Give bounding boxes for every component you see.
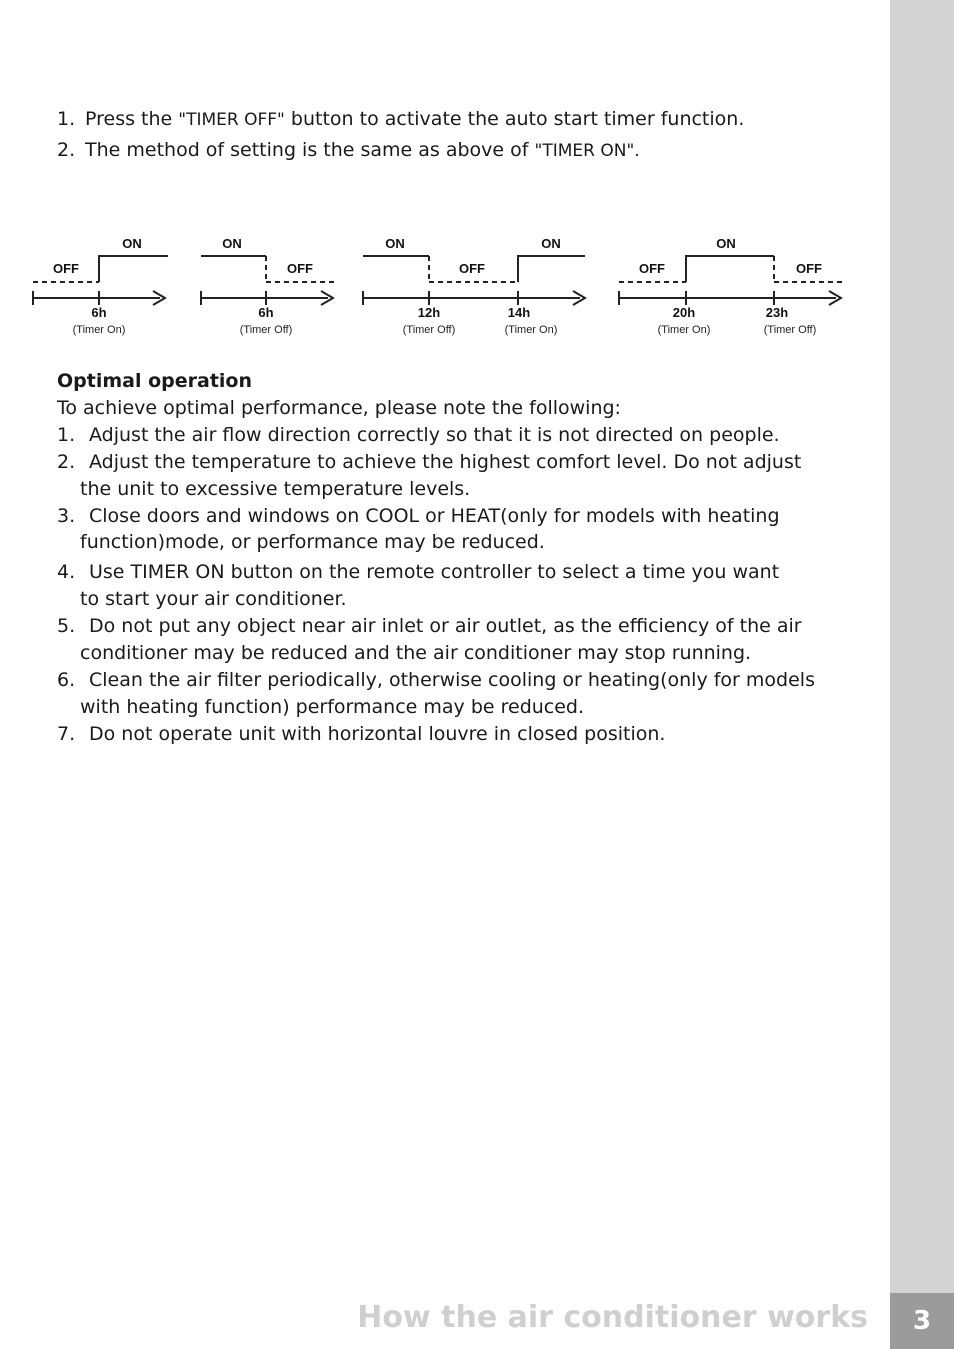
item-text: Adjust the air flow direction correctly so that it is not directed on people. bbox=[89, 424, 780, 446]
on-label: ON bbox=[541, 236, 561, 251]
item-text: Adjust the temperature to achieve the highest comfort level. Do not adjust bbox=[89, 451, 802, 473]
time-label: 12h bbox=[417, 305, 441, 320]
item-text: Use TIMER ON button on the remote controller to select a time you want bbox=[89, 561, 780, 583]
instruction-line-2 bbox=[57, 135, 857, 166]
timer-off-instructions bbox=[57, 104, 857, 166]
time-label: 20h bbox=[672, 305, 696, 320]
item-text: Do not put any object near air inlet or air outlet, as the efficiency of the air bbox=[89, 615, 802, 637]
item-text-continued: function)mode, or performance may be reduced. bbox=[80, 531, 545, 553]
section-intro: To achieve optimal performance, please note the following: bbox=[57, 397, 621, 419]
time-label: 23h bbox=[765, 305, 789, 320]
on-level-line bbox=[518, 256, 585, 282]
list-item bbox=[57, 721, 857, 748]
on-level-line bbox=[99, 256, 168, 282]
instruction-text: Press the bbox=[85, 108, 179, 130]
item-number: 5. bbox=[57, 615, 76, 637]
timer-note: (Timer Off) bbox=[239, 324, 293, 336]
item-number: 6. bbox=[57, 669, 76, 691]
item-number: 4. bbox=[57, 561, 76, 583]
on-level-line bbox=[686, 256, 774, 282]
list-item bbox=[57, 667, 857, 721]
off-label: OFF bbox=[639, 261, 665, 276]
item-text: Clean the air filter periodically, otherwise cooling or heating(only for models bbox=[89, 669, 815, 691]
timer-note: (Timer Off) bbox=[763, 324, 817, 336]
item-text: Close doors and windows on COOL or HEAT(only for models with heating bbox=[89, 505, 780, 527]
time-label: 6h bbox=[91, 305, 107, 320]
instruction-text: button to activate the auto start timer function. bbox=[284, 108, 745, 130]
list-item bbox=[57, 503, 857, 555]
timer-panel-2 bbox=[201, 256, 334, 305]
page-footer-title: How the air conditioner works bbox=[357, 1300, 868, 1335]
on-label: ON bbox=[716, 236, 736, 251]
button-name: "TIMER OFF" bbox=[178, 110, 285, 130]
on-label: ON bbox=[222, 236, 242, 251]
item-text-continued: to start your air conditioner. bbox=[80, 588, 347, 610]
side-tab-bar bbox=[890, 0, 954, 1349]
button-name: "TIMER ON". bbox=[534, 141, 640, 161]
item-text: Do not operate unit with horizontal louvre in closed position. bbox=[89, 723, 666, 745]
instruction-line-1 bbox=[57, 104, 857, 135]
item-number: 2. bbox=[57, 451, 76, 473]
item-text-continued: conditioner may be reduced and the air conditioner may stop running. bbox=[80, 642, 752, 664]
on-label: ON bbox=[385, 236, 405, 251]
item-number: 1. bbox=[57, 424, 76, 446]
list-item bbox=[57, 422, 857, 449]
off-label: OFF bbox=[53, 261, 79, 276]
list-item bbox=[57, 559, 857, 613]
timer-note: (Timer On) bbox=[504, 324, 558, 336]
timer-note: (Timer On) bbox=[72, 324, 126, 336]
item-number: 7. bbox=[57, 723, 76, 745]
timer-diagram-svg bbox=[0, 228, 880, 348]
instruction-text: The method of setting is the same as above of bbox=[85, 139, 535, 161]
instruction-number: 1. bbox=[57, 108, 76, 130]
timer-note: (Timer Off) bbox=[402, 324, 456, 336]
item-number: 3. bbox=[57, 505, 76, 527]
list-item bbox=[57, 613, 857, 667]
section-heading: Optimal operation bbox=[57, 370, 253, 392]
off-label: OFF bbox=[459, 261, 485, 276]
on-label: ON bbox=[122, 236, 142, 251]
list-item bbox=[57, 449, 857, 503]
item-text-continued: the unit to excessive temperature levels. bbox=[80, 478, 471, 500]
optimal-operation-section bbox=[57, 368, 857, 748]
time-label: 6h bbox=[258, 305, 274, 320]
timer-diagram bbox=[0, 228, 880, 348]
item-text-continued: with heating function) performance may be reduced. bbox=[80, 696, 585, 718]
timer-note: (Timer On) bbox=[657, 324, 711, 336]
instruction-number: 2. bbox=[57, 139, 76, 161]
off-label: OFF bbox=[796, 261, 822, 276]
time-label: 14h bbox=[507, 305, 531, 320]
page-number: 3 bbox=[890, 1293, 954, 1349]
off-label: OFF bbox=[287, 261, 313, 276]
